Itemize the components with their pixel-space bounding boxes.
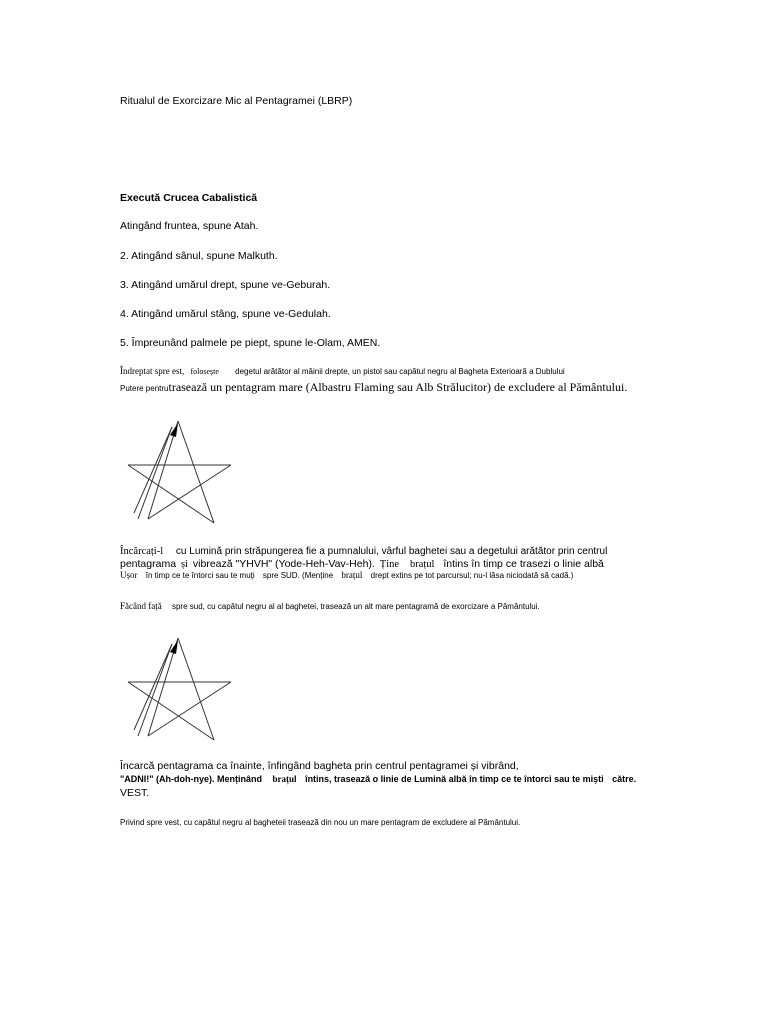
south-text: Făcând față — [120, 601, 162, 611]
step-5: 5. Împreunând palmele pe piept, spune le-Olam, AMEN. — [120, 337, 381, 349]
step-2: 2. Atingând sânul, spune Malkuth. — [120, 250, 278, 262]
charge-line-2 — [120, 558, 604, 570]
south-text: spre sud, cu capătul negru al al baghetei, trasează un alt mare pentagramă de exorcizare a Pământului. — [171, 602, 540, 611]
east-paragraph-line-1 — [120, 366, 565, 376]
charge-text: spre SUD. (Menține — [262, 571, 334, 580]
west-charge-text: brațul — [272, 774, 297, 784]
pentagram-diagram-1 — [118, 415, 242, 529]
charge-text: și — [180, 559, 188, 570]
charge-text: vibrează "YHVH" (Yode-Heh-Vav-Heh). — [192, 558, 375, 570]
charge-text: brațul — [409, 559, 435, 570]
west-paragraph: Privind spre vest, cu capătul negru al bagheteii trasează din nou un mare pentagram de excludere al Pământului. — [120, 818, 521, 827]
step-1: Atingând fruntea, spune Atah. — [120, 220, 259, 232]
east-text: Putere pentru — [120, 384, 169, 393]
charge-text: Ține — [379, 559, 400, 570]
east-text: Îndreptat spre est, — [120, 366, 185, 376]
east-text: degetul arătător al mâinii drepte, un pistol sau capătul negru al Bagheta Exterioară a Dublului — [235, 367, 565, 376]
west-charge-text: "ADNI!" (Ah-doh-nye). Menținând — [120, 774, 263, 784]
charge-text: pentagrama — [120, 558, 177, 570]
section-heading: Execută Crucea Cabalistică — [120, 192, 258, 204]
charge-text: întins în timp ce trasezi o linie albă — [443, 558, 604, 570]
west-charge-line-3: VEST. — [120, 787, 150, 799]
charge-text: Ușor — [120, 570, 138, 580]
west-charge-line-2 — [120, 774, 636, 784]
step-4: 4. Atingând umărul stâng, spune ve-Gedulah. — [120, 308, 331, 320]
charge-text: în timp ce te întorci sau te muți — [145, 571, 255, 580]
east-text: folosește — [190, 367, 219, 376]
west-charge-text: către. — [612, 774, 637, 784]
charge-text: drept extins pe tot parcursul; nu-l lăsa niciodată să cadă.) — [370, 571, 574, 580]
west-charge-text: întins, trasează o linie de Lumină albă în timp ce te întorci sau te miști — [305, 774, 604, 784]
west-charge-line-1: Încarcă pentagrama ca înainte, înfingând bagheta prin centrul pentagramei și vibrând, — [120, 760, 519, 772]
charge-line-1 — [120, 546, 607, 557]
charge-text: cu Lumină prin străpungerea fie a pumnalului, vârful baghetei sau a degetului arătător prin centrul — [175, 546, 608, 557]
charge-text: brațul — [341, 570, 363, 580]
south-paragraph — [120, 601, 540, 611]
charge-line-3 — [120, 570, 573, 580]
charge-text: Încărcați-l — [120, 546, 164, 557]
pentagram-diagram-2 — [118, 632, 242, 746]
east-text: trasează un pentagram mare (Albastru Flaming sau Alb Strălucitor) de excludere al Pământului. — [168, 380, 628, 394]
step-3: 3. Atingând umărul drept, spune ve-Geburah. — [120, 279, 331, 291]
east-paragraph-line-2 — [120, 378, 627, 396]
document-title: Ritualul de Exorcizare Mic al Pentagramei (LBRP) — [120, 95, 353, 107]
